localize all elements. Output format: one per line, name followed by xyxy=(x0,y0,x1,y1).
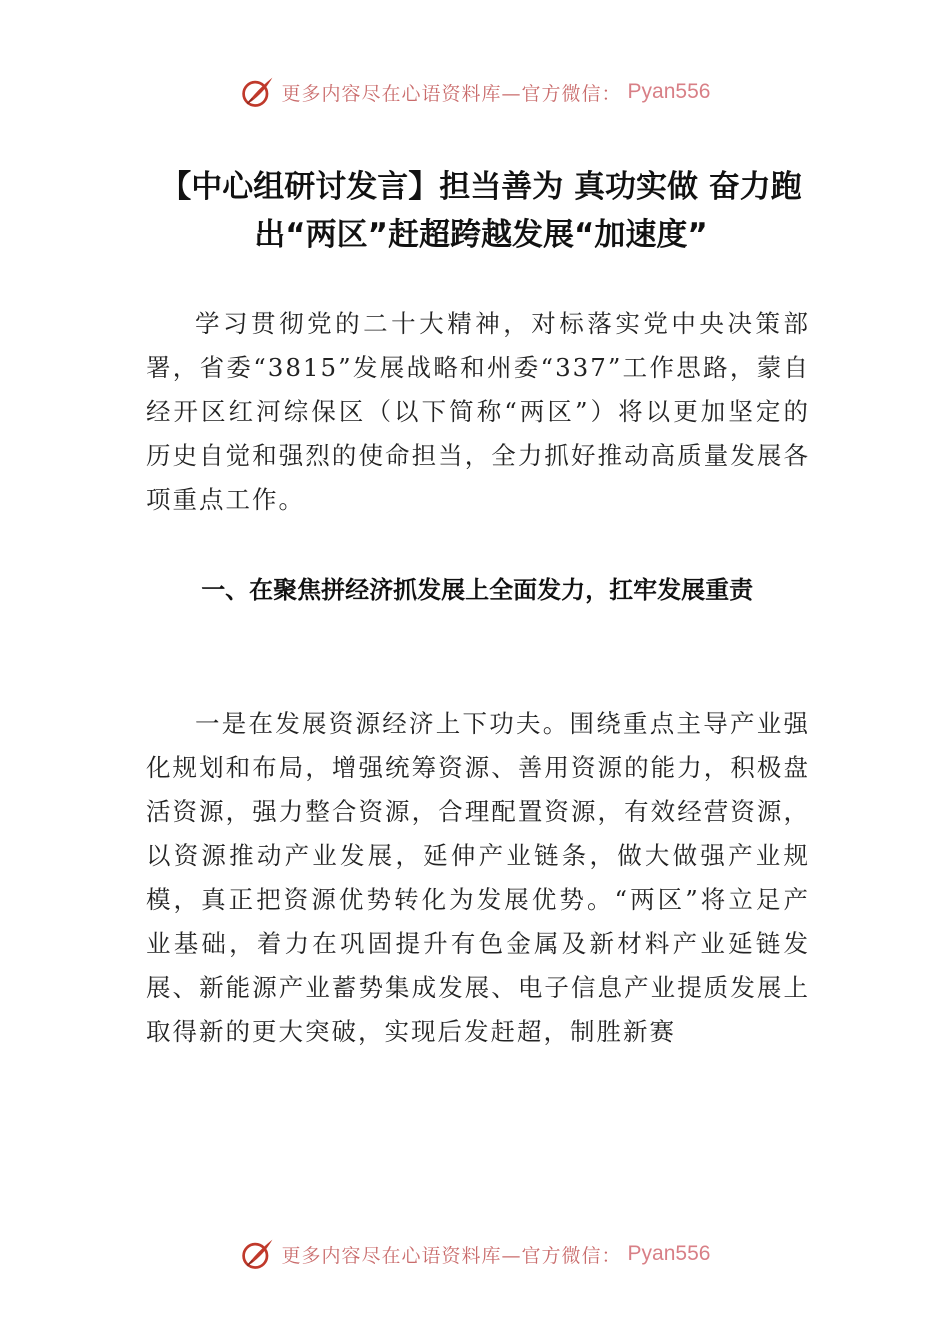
quill-logo-icon xyxy=(240,1236,276,1272)
body-paragraph-1: 一是在发展资源经济上下功夫。围绕重点主导产业强化规划和布局，增强统筹资源、善用资源的能力，积极盘活资源，强力整合资源，合理配置资源，有效经营资源，以资源推动产业发展，延伸产业链条，做大做强产业规模，真正把资源优势转化为发展优势。“两区”将立足产业基础，着力在巩固提升有色金属及新材料产业延链发展、新能源产业蓄势集成发展、电子信息产业提质发展上取得新的更大突破，实现后发赶超，制胜新赛 xyxy=(146,709,810,1046)
watermark-text: 更多内容尽在心语资料库—官方微信： xyxy=(281,82,622,105)
watermark-wechat-id: Pyan556 xyxy=(627,1242,711,1265)
footer-watermark xyxy=(0,1232,950,1276)
watermark-text: 更多内容尽在心语资料库—官方微信： xyxy=(281,1244,622,1267)
quill-logo-icon xyxy=(240,74,276,110)
header-watermark xyxy=(0,70,950,114)
section-heading-1: 一、在聚焦拼经济抓发展上全面发力，扛牢发展重责 xyxy=(201,576,754,604)
intro-paragraph: 学习贯彻党的二十大精神，对标落实党中央决策部署，省委“3815”发展战略和州委“337”工作思路，蒙自经开区红河综保区（以下简称“两区”）将以更加坚定的历史自觉和强烈的使命担当，全力抓好推动高质量发展各项重点工作。 xyxy=(146,309,810,514)
watermark-wechat-id: Pyan556 xyxy=(627,80,711,103)
document-title: 【中心组研讨发言】担当善为 真功实做 奋力跑出“两区”赶超跨越发展“加速度” xyxy=(160,169,802,253)
